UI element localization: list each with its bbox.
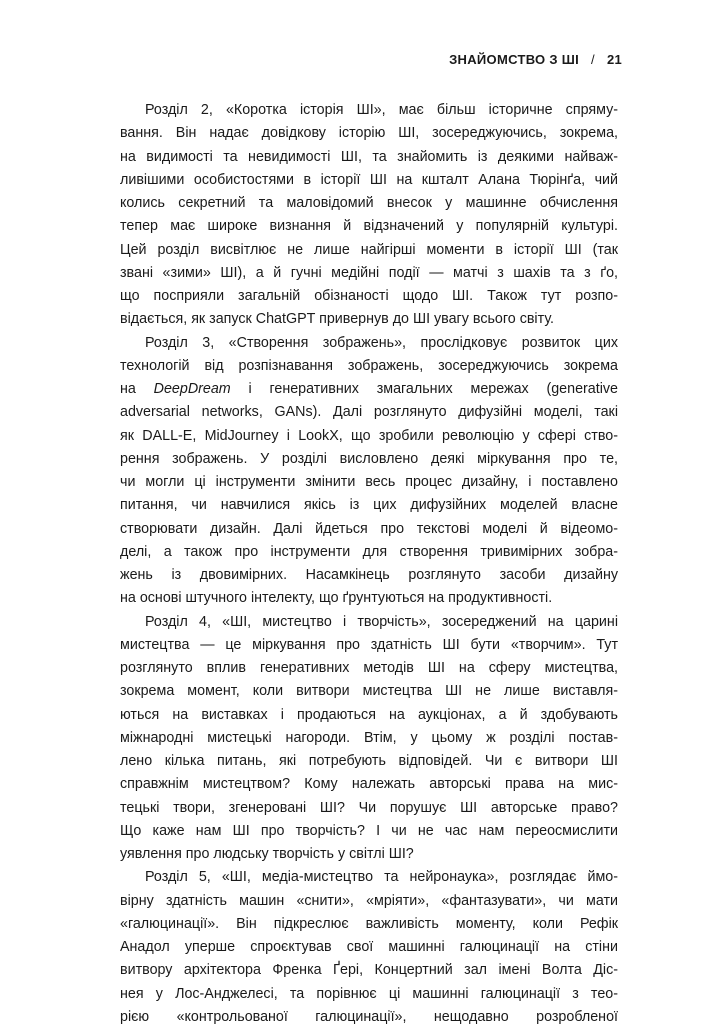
text-line-content: міжнародні мистецькі нагороди. Втім, у цьому ж розділі постав- (120, 729, 618, 746)
text-line (120, 192, 618, 215)
text-line-content: уявлення про людську творчість у світлі ШІ? (120, 846, 414, 862)
text-line (120, 262, 618, 285)
text-line-content: рією «контрольованої галюцинації», нещодавно розробленої (120, 1008, 618, 1025)
text-line (120, 564, 618, 587)
text-line-content: звані «зими» ШІ), а й гучні медійні події — матчі з шахів та з ґо, (120, 264, 618, 281)
text-line (120, 959, 618, 982)
text-line-content: тецькі твори, згенеровані ШІ? Чи порушує ШІ авторське право? (120, 799, 618, 816)
text-line (120, 239, 618, 262)
text-line (120, 146, 618, 169)
text-line (120, 99, 618, 122)
text-line-content: що посприяли загальній обізнаності щодо ШІ. Також тут розпо- (120, 288, 618, 304)
text-line (120, 704, 618, 727)
text-line-content: відається, як запуск ChatGPT привернув до ШІ увагу всього світу. (120, 311, 555, 328)
text-line-content: Розділ 2, «Коротка історія ШІ», має більш історичне спряму- (145, 102, 618, 118)
section-title: ЗНАЙОМСТВО З ШІ (449, 52, 580, 67)
text-line-content: Цей розділ висвітлює не лише найгірші моменти в історії ШІ (так (120, 241, 618, 258)
text-line-content: і генеративних змагальних мережах (generative (230, 381, 618, 397)
text-line (120, 727, 618, 750)
text-line (120, 611, 618, 634)
text-line-content: Розділ 5, «ШІ, медіа-мистецтво та нейронаука», розглядає ймо- (145, 869, 618, 886)
text-line (120, 215, 618, 238)
text-line (120, 378, 618, 401)
text-line-content: нея у Лос-Анджелесі, та порівнює ці машинні галюцинації з тео- (120, 985, 618, 1002)
text-line (120, 308, 618, 331)
text-line (120, 401, 618, 424)
text-line (120, 657, 618, 680)
text-line (120, 471, 618, 494)
text-line-content: на видимості та невидимості ШІ, та знайомить із деякими найваж- (120, 148, 618, 165)
text-line-content: технологій від розпізнавання зображень, зосереджуючись зокрема (120, 357, 618, 374)
text-line-content: рення зображень. У розділі висловлено деякі міркування про те, (120, 450, 618, 467)
text-line-content: тепер має широке визнання й відзначений у популярній культурі. (120, 218, 618, 235)
text-line (120, 355, 618, 378)
text-line (120, 448, 618, 471)
text-line-content: справжнім мистецтвом? Кому належать авторські права на мис- (120, 776, 618, 793)
text-line-content: ливішими особистостями в історії ШІ на кшталт Алана Тюрінґа, чий (120, 171, 618, 188)
text-line (120, 983, 618, 1006)
text-line-content: розглянуто вплив генеративних методів ШІ на сферу мистецтва, (120, 660, 618, 676)
text-line (120, 797, 618, 820)
text-line (120, 425, 618, 448)
body-text (120, 99, 618, 1029)
text-line-content: витвору архітектора Френка Ґері, Концертний зал імені Волта Діс- (120, 962, 618, 979)
text-line-content: вірну здатність машин «снити», «мріяти», «фантазувати», чи мати (120, 892, 618, 909)
text-line (120, 866, 618, 889)
text-line (120, 843, 618, 866)
text-line-content: як DALL-E, MidJourney і LookX, що зробили революцію у сфері ство- (120, 427, 618, 444)
page-number: 21 (606, 52, 622, 67)
text-line-content: Розділ 3, «Створення зображень», прослідковує розвиток цих (145, 334, 618, 351)
text-line (120, 913, 618, 936)
text-line-content: adversarial networks, GANs). Далі розглянуто дифузійні моделі, такі (120, 404, 618, 421)
text-line (120, 285, 618, 308)
text-line-content: делі, а також про інструменти для створення тривимірних зобра- (120, 543, 618, 560)
text-line (120, 634, 618, 657)
text-line-content: створювати дизайн. Далі йдеться про текстові моделі й відеомо- (120, 520, 618, 537)
text-line (120, 820, 618, 843)
text-line (120, 494, 618, 517)
text-line-content: на (120, 381, 154, 397)
text-line (120, 587, 618, 610)
text-line-content: зокрема момент, коли витвори мистецтва ШІ не лише виставля- (120, 683, 618, 700)
text-line-content: Розділ 4, «ШІ, мистецтво і творчість», зосереджений на царині (145, 613, 618, 630)
text-line (120, 680, 618, 703)
text-line-content: мистецтва — це міркування про здатність ШІ бути «творчим». Тут (120, 636, 618, 653)
text-line-content: питання, чи навчилися якісь із цих дифузійних моделей власне (120, 497, 618, 514)
text-line-content: «галюцинації». Він підкреслює важливість моменту, коли Рефік (120, 915, 618, 932)
text-line (120, 518, 618, 541)
text-line-content: колись секретний та маловідомий внесок у машинне обчислення (120, 195, 618, 211)
text-line (120, 773, 618, 796)
text-line-content: на основі штучного інтелекту, що ґрунтуються на продуктивності. (120, 590, 553, 607)
text-line (120, 890, 618, 913)
text-line (120, 750, 618, 773)
text-line-content: Анадол уперше спроєктував свої машинні галюцинації на стіни (120, 939, 618, 955)
text-line-content: Що каже нам ШІ про творчість? І чи не час нам переосмислити (120, 822, 618, 839)
running-header (449, 52, 622, 67)
text-line-content: вання. Він надає довідкову історію ШІ, зосереджуючись, зокрема, (120, 125, 618, 142)
text-line (120, 332, 618, 355)
text-line (120, 936, 618, 959)
header-separator: / (591, 52, 595, 67)
text-line (120, 169, 618, 192)
text-line (120, 122, 618, 145)
italic-term: DeepDream (153, 381, 231, 397)
text-line-content: лено кілька питань, які потребують відповідей. Чи є витвори ШІ (120, 753, 618, 769)
text-line (120, 541, 618, 564)
text-line-content: чи могли ці інструменти змінити весь процес дизайну, і поставлено (120, 474, 618, 490)
text-line (120, 1006, 618, 1029)
text-line-content: ються на виставках і продаються на аукціонах, а й здобувають (120, 706, 618, 723)
text-line-content: жень із двовимірних. Насамкінець розглянуто засоби дизайну (120, 567, 618, 583)
